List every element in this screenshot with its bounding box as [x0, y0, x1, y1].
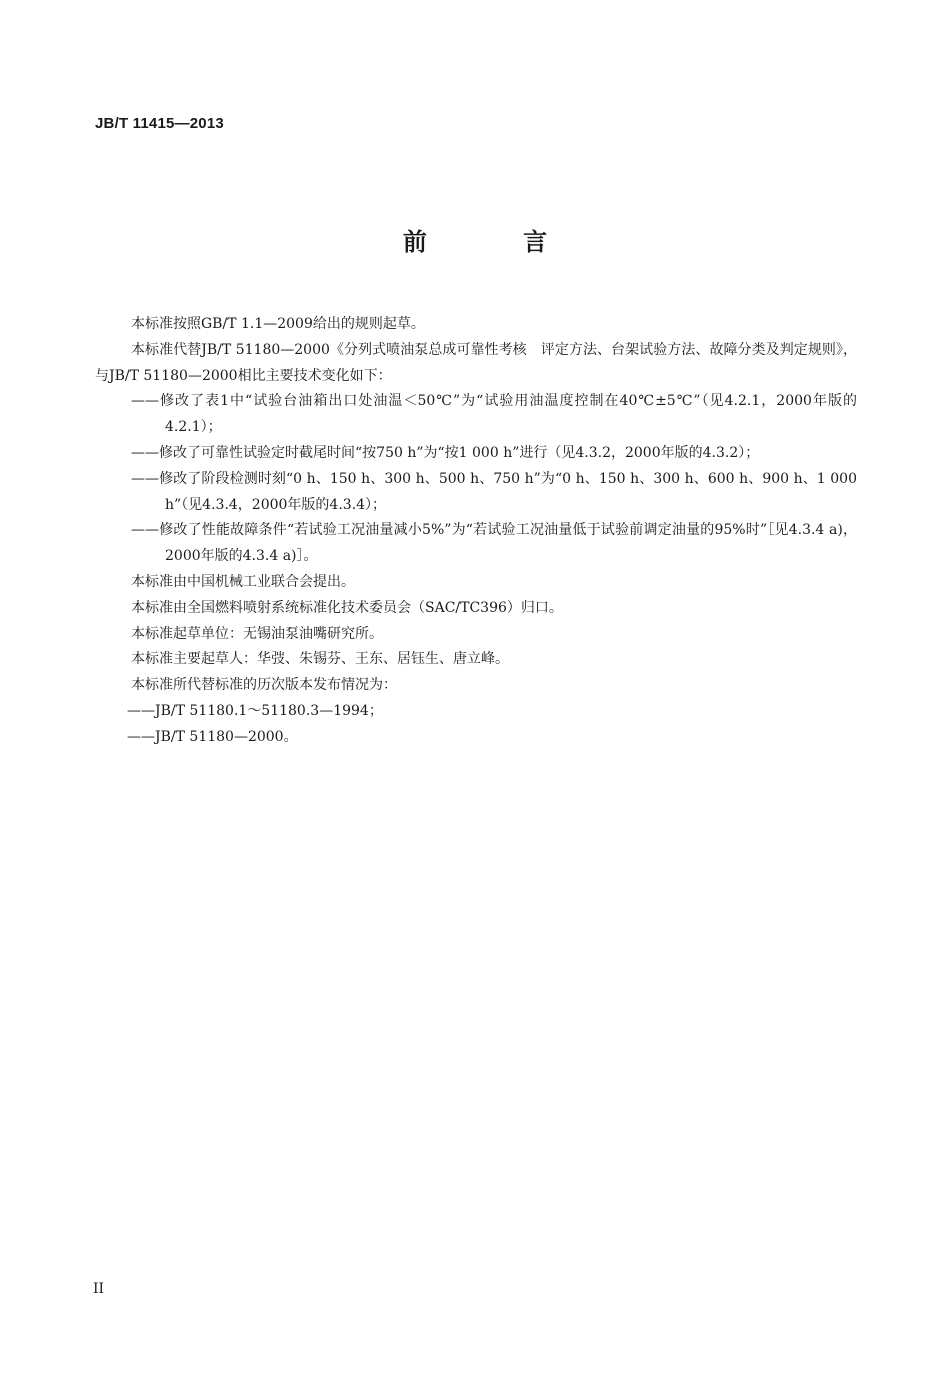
- change-item: ——修改了表1中“试验台油箱出口处油温＜50℃”为“试验用油温度控制在40℃±5℃”（见4.2.1，2000年版的4.2.1）；: [131, 393, 857, 436]
- paragraph-drafting-unit: 本标准起草单位：无锡油泵油嘴研究所。: [131, 625, 383, 642]
- change-item: ——修改了性能故障条件“若试验工况油量减小5%”为“若试验工况油量低于试验前调定油量的95%时”［见4.3.4 a)，2000年版的4.3.4 a)］。: [131, 522, 857, 565]
- paragraph-committee: 本标准由全国燃料喷射系统标准化技术委员会（SAC/TC396）归口。: [131, 599, 563, 616]
- paragraph-drafters: 本标准主要起草人：华弢、朱锡芬、王东、居钰生、唐立峰。: [131, 651, 509, 668]
- paragraph-replacement: 本标准代替JB/T 51180—2000《分列式喷油泵总成可靠性考核 评定方法、台架试验方法、故障分类及判定规则》，与JB/T 51180—2000相比主要技术变化如下：: [95, 341, 857, 384]
- foreword-body: [95, 312, 857, 751]
- change-item: ——修改了阶段检测时刻“0 h、150 h、300 h、500 h、750 h”为“0 h、150 h、300 h、600 h、900 h、1 000 h”（见4.3.4，2000年版的4.3.4）；: [131, 470, 857, 513]
- change-item: ——修改了可靠性试验定时截尾时间“按750 h”为“按1 000 h”进行（见4.3.2，2000年版的4.3.2）；: [131, 444, 760, 461]
- paragraph-history-intro: 本标准所代替标准的历次版本发布情况为：: [131, 677, 397, 694]
- history-item: ——JB/T 51180—2000。: [127, 728, 298, 745]
- paragraph-proposer: 本标准由中国机械工业联合会提出。: [131, 573, 355, 590]
- history-item: ——JB/T 51180.1～51180.3—1994；: [127, 702, 383, 719]
- paragraph-drafting-rules: 本标准按照GB/T 1.1—2009给出的规则起草。: [131, 316, 425, 332]
- standard-code: JB/T 11415—2013: [95, 115, 224, 132]
- page-number: II: [93, 1281, 105, 1297]
- page-title: 前 言: [402, 228, 592, 256]
